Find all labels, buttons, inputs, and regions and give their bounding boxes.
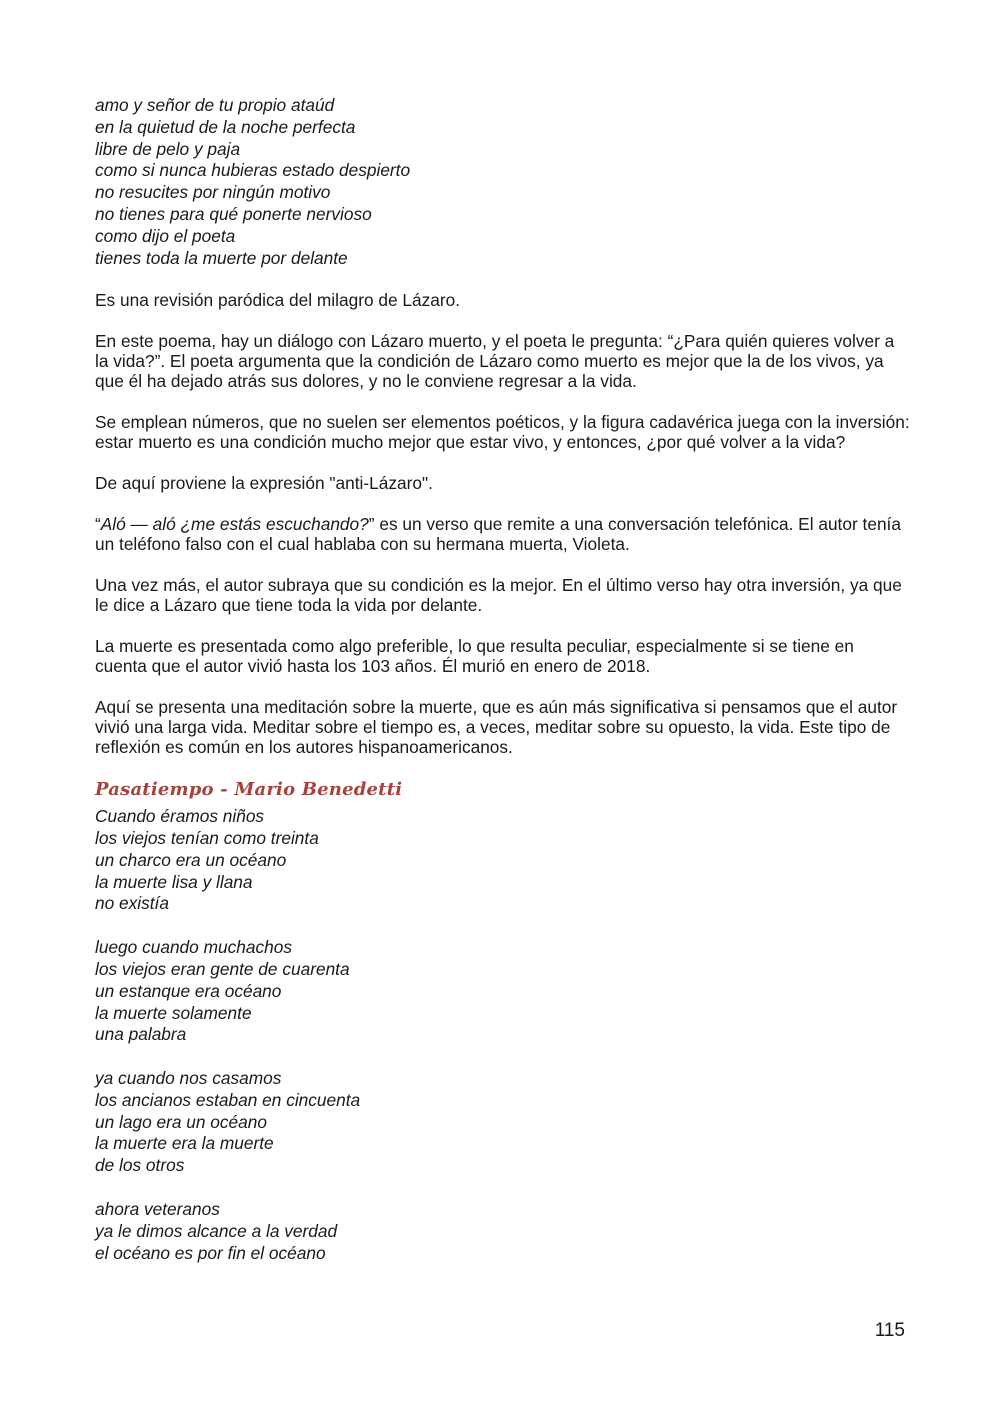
paragraph: Es una revisión paródica del milagro de Lázaro. (95, 290, 461, 311)
analysis-section (95, 290, 910, 757)
verse-line: en la quietud de la noche perfecta (95, 116, 356, 137)
verse-line: libre de pelo y paja (95, 138, 241, 159)
paragraph: Aquí se presenta una meditación sobre la muerte, que es aún más significativa si pensamos que el autor vivió una larga vida. Meditar sobre el tiempo es, a veces, meditar sobre su opuesto, la vida. Este tipo de reflexión es común en los autores hispanoamericanos. (95, 696, 898, 757)
verse-line: como dijo el poeta (95, 225, 236, 246)
paragraph: La muerte es presentada como algo preferible, lo que resulta peculiar, especialmente si se tiene en cuenta que el autor vivió hasta los 103 años. Él murió en enero de 2018. (95, 635, 854, 676)
page-number: 115 (874, 1320, 905, 1341)
verse-line: una palabra (95, 1024, 187, 1045)
open-quote: “ (95, 513, 101, 534)
stanza (95, 1068, 910, 1177)
verse-line: los ancianos estaban en cincuenta (95, 1089, 361, 1110)
paragraph: De aquí proviene la expresión "anti-Lázaro". (95, 473, 433, 494)
poem-fragment (95, 95, 910, 269)
verse-line: un lago era un océano (95, 1111, 267, 1132)
verse-line: no resucites por ningún motivo (95, 182, 331, 203)
verse-line: de los otros (95, 1155, 185, 1176)
paragraph-rest: ” es un verso que remite a una conversación telefónica. El autor tenía un teléfono falso con el cual hablaba con su hermana muerta, Violeta. (95, 513, 901, 554)
verse-line: luego cuando muchachos (95, 937, 292, 958)
verse-line: no existía (95, 893, 169, 914)
verse-line: amo y señor de tu propio ataúd (95, 95, 335, 115)
verse-line: Cuando éramos niños (95, 806, 265, 827)
quoted-verse: Aló — aló ¿me estás escuchando? (100, 513, 369, 534)
verse-line: ya le dimos alcance a la verdad (95, 1220, 338, 1241)
paragraph-quote (95, 514, 910, 554)
poem-pasatiempo (95, 806, 910, 1264)
verse-line: ya cuando nos casamos (95, 1068, 282, 1089)
verse-line: los viejos tenían como treinta (95, 827, 319, 848)
stanza (95, 937, 910, 1046)
verse-line: la muerte lisa y llana (95, 871, 253, 892)
verse-line: como si nunca hubieras estado despierto (95, 160, 411, 181)
verse-line: la muerte era la muerte (95, 1133, 274, 1154)
verse-line: un estanque era océano (95, 980, 282, 1001)
page-body (95, 95, 910, 1264)
verse-line: un charco era un océano (95, 849, 287, 870)
verse-line: la muerte solamente (95, 1002, 252, 1023)
paragraph: En este poema, hay un diálogo con Lázaro muerto, y el poeta le pregunta: “¿Para quién quieres volver a la vida?”. El poeta argumenta que la condición de Lázaro como muerto es mejor que la de los vivos, ya que él ha dejado atrás sus dolores, y no le conviene regresar a la vida. (95, 331, 895, 392)
paragraph: Se emplean números, que no suelen ser elementos poéticos, y la figura cadavérica juega con la inversión: estar muerto es una condición mucho mejor que estar vivo, y entonces, ¿por qué volver a la vida? (95, 412, 910, 453)
verse-line: el océano es por fin el océano (95, 1242, 326, 1263)
verse-line: los viejos eran gente de cuarenta (95, 958, 350, 979)
verse-line: tienes toda la muerte por delante (95, 247, 348, 268)
verse-line: no tienes para qué ponerte nervioso (95, 203, 372, 224)
paragraph: Una vez más, el autor subraya que su condición es la mejor. En el último verso hay otra inversión, ya que le dice a Lázaro que tiene toda la vida por delante. (95, 574, 902, 615)
section-heading: Pasatiempo - Mario Benedetti (95, 779, 403, 801)
stanza (95, 1199, 910, 1264)
verse-line: ahora veteranos (95, 1199, 220, 1220)
stanza (95, 806, 910, 915)
